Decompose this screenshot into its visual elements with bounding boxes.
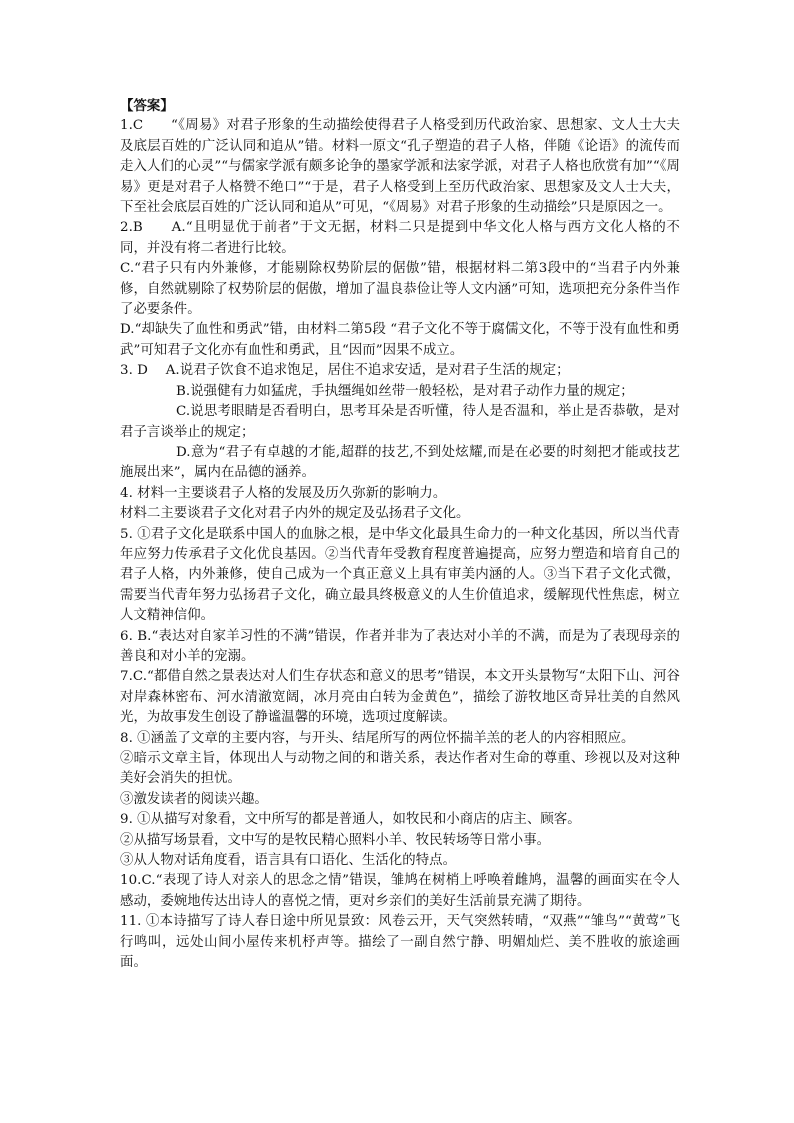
answer-8-3: ③激发读者的阅读兴趣。 — [120, 791, 268, 807]
answer-1: 1.C “《周易》对君子形象的生动描绘使得君子人格受到历代政治家、思想家、文人士大夫及底层百姓的广泛认同和追从”错。材料一原文“孔子塑造的君子人格，伴随《论语》的流传而走入人们的心灵”“与儒家学派有颇多论争的墨家学派和法家学派，对君子人格也欣赏有加”“《周易》更是对君子人格赞不绝口”“于是，君子人格受到上至历代政治家、思想家及文人士大夫，下至社会底层百姓的广泛认同和追从”可见，“《周易》对君子形象的生动描绘”只是原因之一。 — [120, 118, 680, 216]
answer-7: 7.C.“都借自然之景表达对人们生存状态和意义的思考”错误，本文开头景物写“太阳下山、河谷对岸森林密布、河水清澈宽阔，冰月亮由白转为金黄色”，描绘了游牧地区奇异壮美的自然风光，为故事发生创设了静谧温馨的环境，选项过度解读。 — [120, 669, 680, 726]
answer-10: 10.C.“表现了诗人对亲人的思念之情”错误，雏鸠在树梢上呼唤着雌鸠，温馨的画面实在令人感动，委婉地传达出诗人的喜悦之情，更对乡亲们的美好生活前景充满了期待。 — [120, 873, 680, 909]
answer-6: 6. B.“表达对自家羊习性的不满”错误，作者并非为了表达对小羊的不满，而是为了表现母亲的善良和对小羊的宠溺。 — [120, 628, 680, 664]
answer-3-d: D.意为“君子有卓越的才能,超群的技艺,不到处炫耀,而是在必要的时刻把才能或技艺施展出来”，属内在品德的涵养。 — [120, 444, 680, 481]
answer-section — [120, 96, 680, 973]
answer-3-c: C.说思考眼睛是否看明白，思考耳朵是否听懂，待人是否温和，举止是否恭敬，是对君子言谈举止的规定； — [120, 404, 680, 440]
answer-4-material-2: 材料二主要谈君子文化对君子内外的规定及弘扬君子文化。 — [120, 506, 470, 522]
answer-2-c: C.“君子只有内外兼修，才能剔除权势阶层的倨傲”错，根据材料二第3段中的“当君子内外兼修，自然就剔除了权势阶层的倨傲，增加了温良恭俭让等人文内涵”可知，选项把充分条件当作了必要条件。 — [120, 261, 680, 318]
answer-2-d: D.“却缺失了血性和勇武”错，由材料二第5段 “君子文化不等于腐儒文化，不等于没有血性和勇武”可知君子文化亦有血性和勇武，且“因而”因果不成立。 — [120, 322, 680, 358]
answer-11: 11. ①本诗描写了诗人春日途中所见景致：风卷云开，天气突然转晴，“双燕”“雏鸟”“黄莺”飞行鸣叫，远处山间小屋传来机杼声等。描绘了一副自然宁静、明媚灿烂、美不胜收的旅途画面。 — [120, 914, 680, 971]
answer-5: 5. ①君子文化是联系中国人的血脉之根，是中华文化最具生命力的一种文化基因，所以当代青年应努力传承君子文化优良基因。②当代青年受教育程度普遍提高，应努力塑造和培育自己的君子人格，内外兼修，使自己成为一个真正意义上具有审美内涵的人。③当下君子文化式微，需要当代青年努力弘扬君子文化，确立最具终极意义的人生价值追求，缓解现代性焦虑，树立人文精神信仰。 — [120, 526, 680, 624]
answer-8-2: ②暗示文章主旨，体现出人与动物之间的和谐关系，表达作者对生命的尊重、珍视以及对这种美好会消失的担忧。 — [120, 751, 680, 787]
answer-3-b: B.说强健有力如猛虎，手执缰绳如丝带一般轻松，是对君子动作力量的规定； — [176, 383, 634, 399]
answer-4: 4. 材料一主要谈君子人格的发展及历久弥新的影响力。 — [120, 485, 447, 501]
answer-heading: 【答案】 — [120, 98, 174, 114]
answer-9-2: ②从描写场景看，文中写的是牧民精心照料小羊、牧民转场等日常小事。 — [120, 832, 551, 848]
answer-3: 3. D A.说君子饮食不追求饱足，居住不追求安适，是对君子生活的规定； — [120, 363, 570, 379]
answer-9: 9. ①从描写对象看，文中所写的都是普通人，如牧民和小商店的店主、顾客。 — [120, 812, 581, 828]
answer-9-3: ③从人物对话角度看，语言具有口语化、生活化的特点。 — [120, 853, 457, 869]
answer-2: 2.B A.“且明显优于前者”于文无据，材料二只是提到中华文化人格与西方文化人格的不同，并没有将二者进行比较。 — [120, 220, 680, 256]
answer-8: 8. ①涵盖了文章的主要内容，与开头、结尾所写的两位怀揣羊羔的老人的内容相照应。 — [120, 730, 635, 746]
